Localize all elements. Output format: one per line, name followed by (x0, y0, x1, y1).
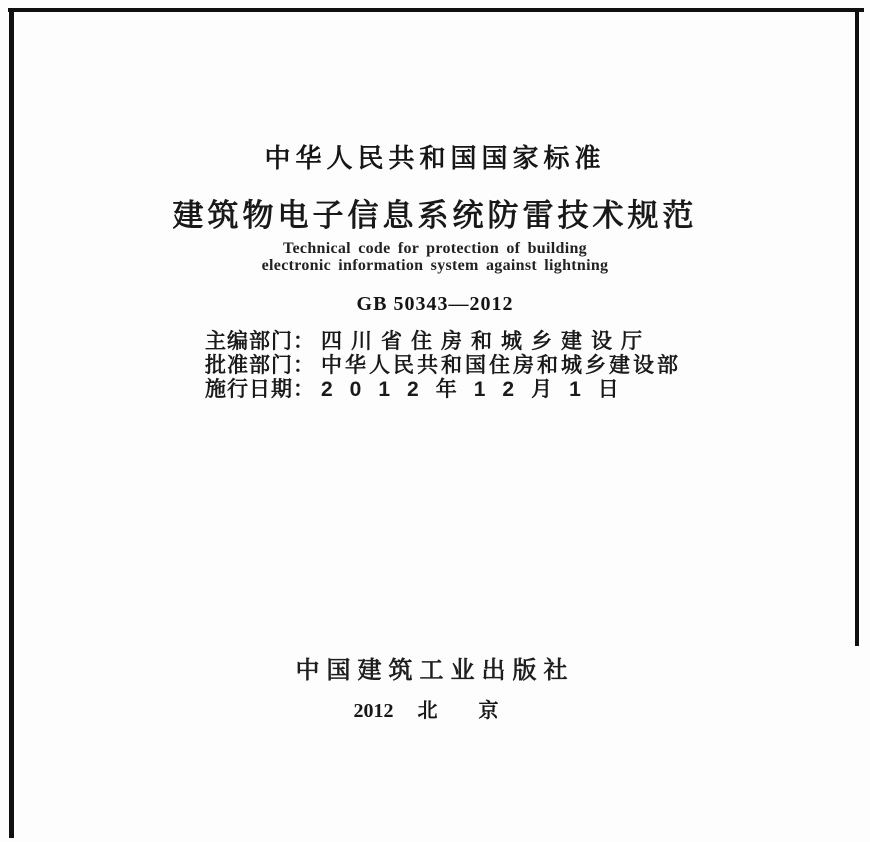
document-title: 建筑物电子信息系统防雷技术规范 (172, 198, 698, 233)
english-title-line1: Technical code for protection of building (283, 240, 587, 257)
standard-number: GB 50343—2012 (356, 293, 514, 315)
chief-editor-line (205, 330, 681, 354)
effective-date-label: 施行日期： (205, 378, 315, 401)
document-title-english (0, 240, 870, 274)
chief-editor-value: 四川省住房和城乡建设厅 (321, 330, 651, 353)
approval-department-label: 批准部门： (205, 354, 315, 377)
effective-date-value: 2012年12月1日 (321, 378, 636, 401)
approval-department-line (205, 354, 681, 378)
issuing-info-block (205, 330, 681, 402)
imprint-line (0, 694, 870, 723)
standard-class-heading: 中华人民共和国国家标准 (264, 143, 606, 173)
effective-date-line (205, 378, 681, 402)
scan-edge-right (855, 8, 859, 646)
imprint-city: 北 京 (417, 700, 517, 722)
approval-department-value: 中华人民共和国住房和城乡建设部 (321, 354, 681, 377)
english-title-line2: electronic information system against lightning (261, 257, 609, 274)
imprint-year: 2012 (353, 700, 394, 722)
chief-editor-label: 主编部门： (205, 330, 315, 353)
scan-edge-top (8, 8, 864, 12)
publisher-name: 中国建筑工业出版社 (295, 658, 575, 684)
